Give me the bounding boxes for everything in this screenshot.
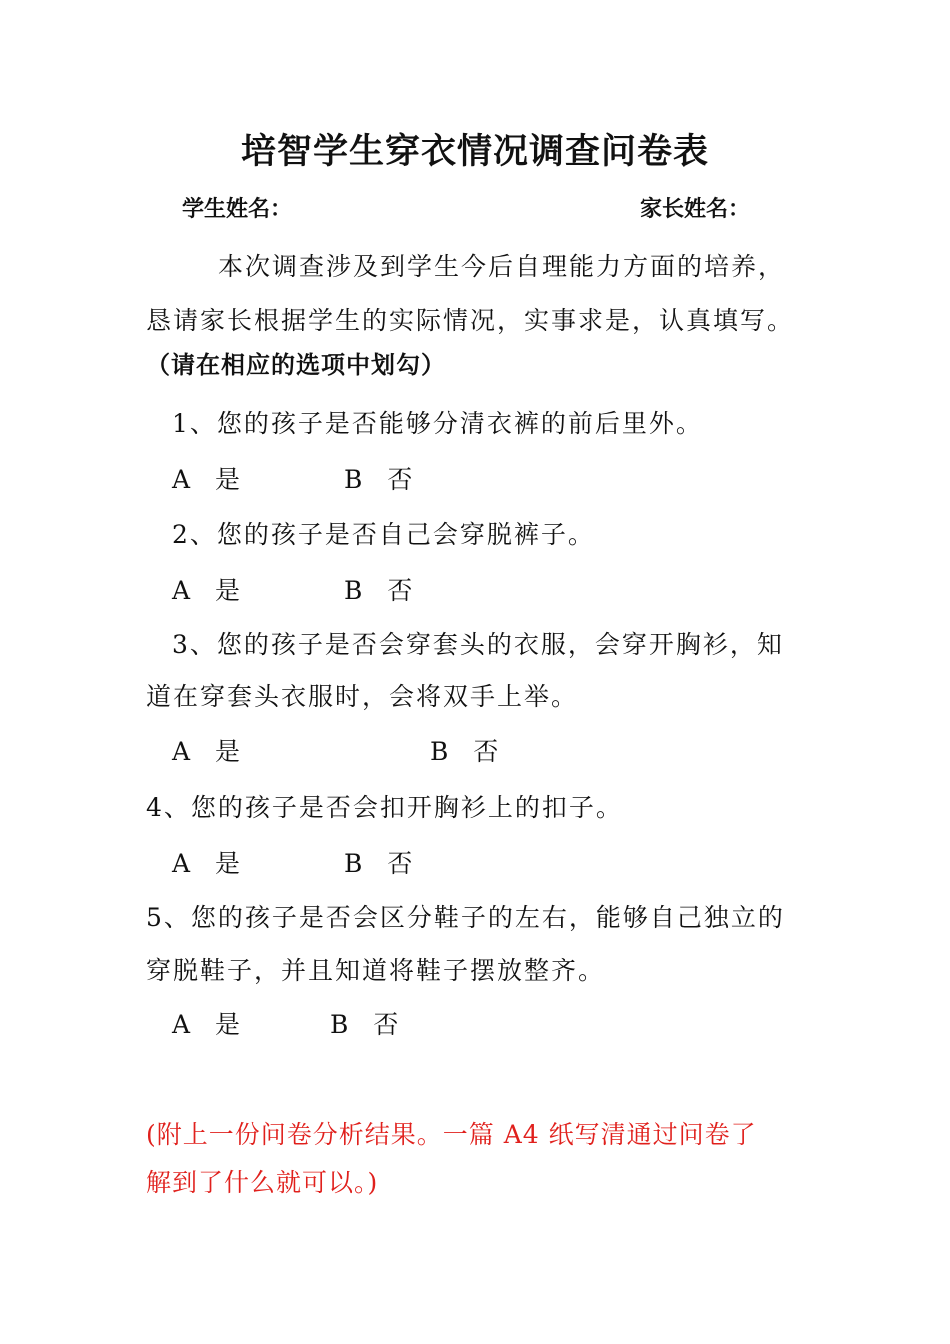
question-3-text-line-1: 3、您的孩子是否会穿套头的衣服，会穿开胸衫，知 — [172, 630, 784, 659]
question-3-option-a[interactable]: A 是 — [172, 737, 241, 766]
student-name-label: 学生姓名： — [182, 197, 293, 222]
question-2-option-b[interactable]: B 否 — [344, 576, 413, 605]
question-1-text: 1、您的孩子是否能够分清衣裤的前后里外。 — [172, 409, 703, 438]
note-line-2: 解到了什么就可以。) — [146, 1168, 379, 1197]
parent-name-label: 家长姓名： — [640, 197, 751, 222]
question-4-option-b[interactable]: B 否 — [344, 849, 413, 878]
question-2-text: 2、您的孩子是否自己会穿脱裤子。 — [172, 520, 595, 549]
question-5-option-b[interactable]: B 否 — [330, 1010, 399, 1039]
question-5-text-line-1: 5、您的孩子是否会区分鞋子的左右，能够自己独立的 — [146, 903, 785, 932]
instruction: （请在相应的选项中划勾） — [146, 351, 446, 379]
question-5-option-a[interactable]: A 是 — [172, 1010, 241, 1039]
question-3-option-b[interactable]: B 否 — [430, 737, 499, 766]
intro-line-1: 本次调查涉及到学生今后自理能力方面的培养， — [218, 252, 786, 281]
document-title: 培智学生穿衣情况调查问卷表 — [240, 132, 709, 172]
question-2-option-a[interactable]: A 是 — [172, 576, 241, 605]
intro-line-2: 恳请家长根据学生的实际情况，实事求是，认真填写。 — [146, 306, 795, 335]
question-1-option-b[interactable]: B 否 — [344, 465, 413, 494]
question-4-text: 4、您的孩子是否会扣开胸衫上的扣子。 — [146, 793, 623, 822]
note-line-1: (附上一份问卷分析结果。一篇 A4 纸写清通过问卷了 — [146, 1120, 757, 1149]
question-4-option-a[interactable]: A 是 — [172, 849, 241, 878]
question-5-text-line-2: 穿脱鞋子，并且知道将鞋子摆放整齐。 — [146, 956, 606, 985]
question-1-option-a[interactable]: A 是 — [172, 465, 241, 494]
question-3-text-line-2: 道在穿套头衣服时，会将双手上举。 — [146, 682, 579, 711]
